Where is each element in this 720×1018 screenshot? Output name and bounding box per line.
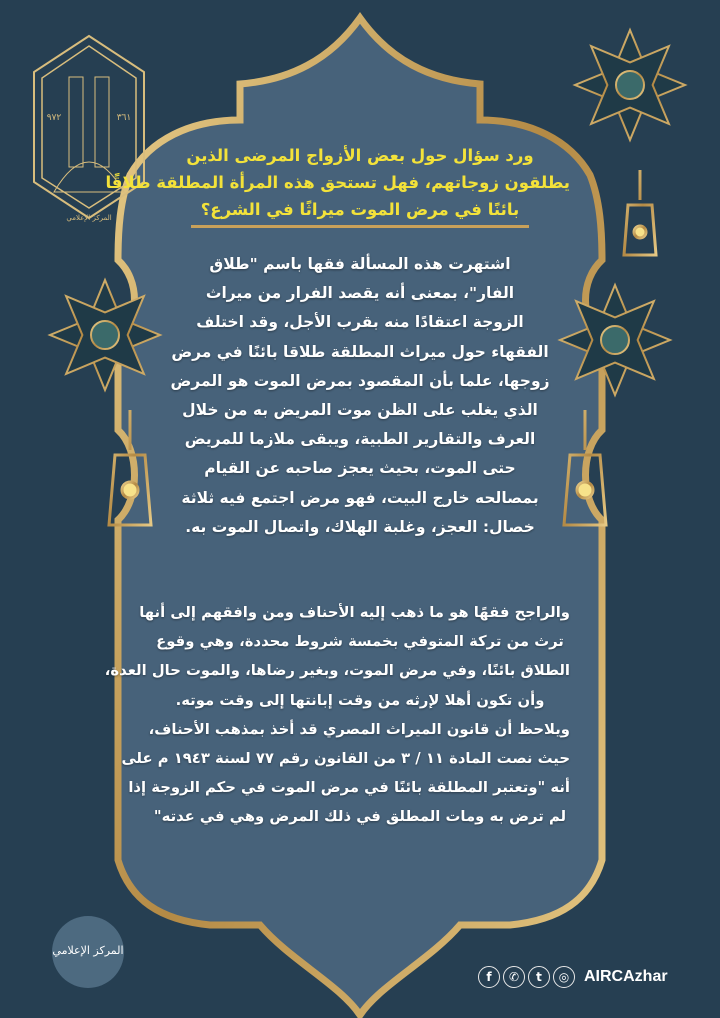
- twitter-icon[interactable]: t: [528, 966, 550, 988]
- text-line: بمصالحه خارج البيت، فهو مرض اجتمع فيه ثلاثة: [181, 488, 539, 507]
- social-links: [478, 966, 668, 988]
- text-line: الطلاق بائنًا، وفي مرض الموت، وبغير رضاها، والموت حال العدة،: [104, 662, 570, 680]
- text-line: أنه "وتعتبر المطلقة بائنًا في مرض الموت في حكم الزوجة إذا: [128, 779, 570, 797]
- text-line: اشتهرت هذه المسألة فقها باسم "طلاق: [209, 255, 511, 273]
- instagram-icon[interactable]: ◎: [553, 966, 575, 988]
- header-line: بائنًا في مرض الموت ميراثًا في الشرع؟: [191, 196, 530, 228]
- text-line: الذي يغلب على الظن موت المريض به من خلال: [182, 401, 538, 420]
- whatsapp-icon[interactable]: ✆: [503, 966, 525, 988]
- text-line: ويلاحظ أن قانون الميراث المصري قد أخذ بمذهب الأحناف،: [148, 720, 570, 738]
- media-center-logo: المركز الإعلامي: [52, 916, 124, 988]
- text-line: والراجح فقهًا هو ما ذهب إليه الأحناف ومن وافقهم إلى أنها: [139, 604, 570, 621]
- text-line: لم ترض به ومات المطلق في ذلك المرض وهي في عدته": [153, 808, 567, 826]
- question-header: [105, 142, 570, 228]
- text-line: الزوجة اعتقادًا منه بقرب الأجل، وقد اختلف: [196, 313, 524, 332]
- header-line: ورد سؤال حول بعض الأزواج المرضى الذين: [186, 146, 534, 165]
- svg-text:المركز الإعلامي: المركز الإعلامي: [66, 214, 112, 222]
- facebook-icon[interactable]: f: [478, 966, 500, 988]
- text-line: العرف والتقارير الطبية، ويبقى ملازما للمريض: [184, 430, 536, 449]
- paragraph-1: [150, 250, 570, 542]
- text-line: وأن تكون أهلا لإرثه من وقت إبانتها إلى وقت موته.: [175, 691, 545, 709]
- text-line: حيث نصت المادة ١١ / ٣ من القانون رقم ٧٧ لسنة ١٩٤٣ م على: [121, 750, 570, 768]
- text-line: الفقهاء حول ميراث المطلقة طلاقا بائنًا في مرض: [171, 342, 549, 361]
- text-line: ترث من تركة المتوفي بخمسة شروط محددة، وهي وقوع: [156, 633, 564, 651]
- paragraph-2: [104, 598, 570, 832]
- header-line: يطلقون زوجاتهم، فهل تستحق هذه المرأة المطلقة طلاقًا: [105, 173, 570, 192]
- text-line: حتى الموت، بحيث يعجز صاحبه عن القيام: [204, 459, 516, 478]
- svg-text:٩٧٢: ٩٧٢: [46, 113, 62, 123]
- svg-text:٣٦١: ٣٦١: [116, 113, 132, 123]
- text-line: الفار"، بمعنى أنه يقصد الفرار من ميراث: [205, 284, 515, 303]
- social-handle[interactable]: AIRCAzhar: [584, 968, 668, 985]
- text-line: زوجها، علما بأن المقصود بمرض الموت هو المرض: [170, 371, 550, 390]
- text-line: خصال: العجز، وغلبة الهلاك، واتصال الموت به.: [185, 517, 535, 536]
